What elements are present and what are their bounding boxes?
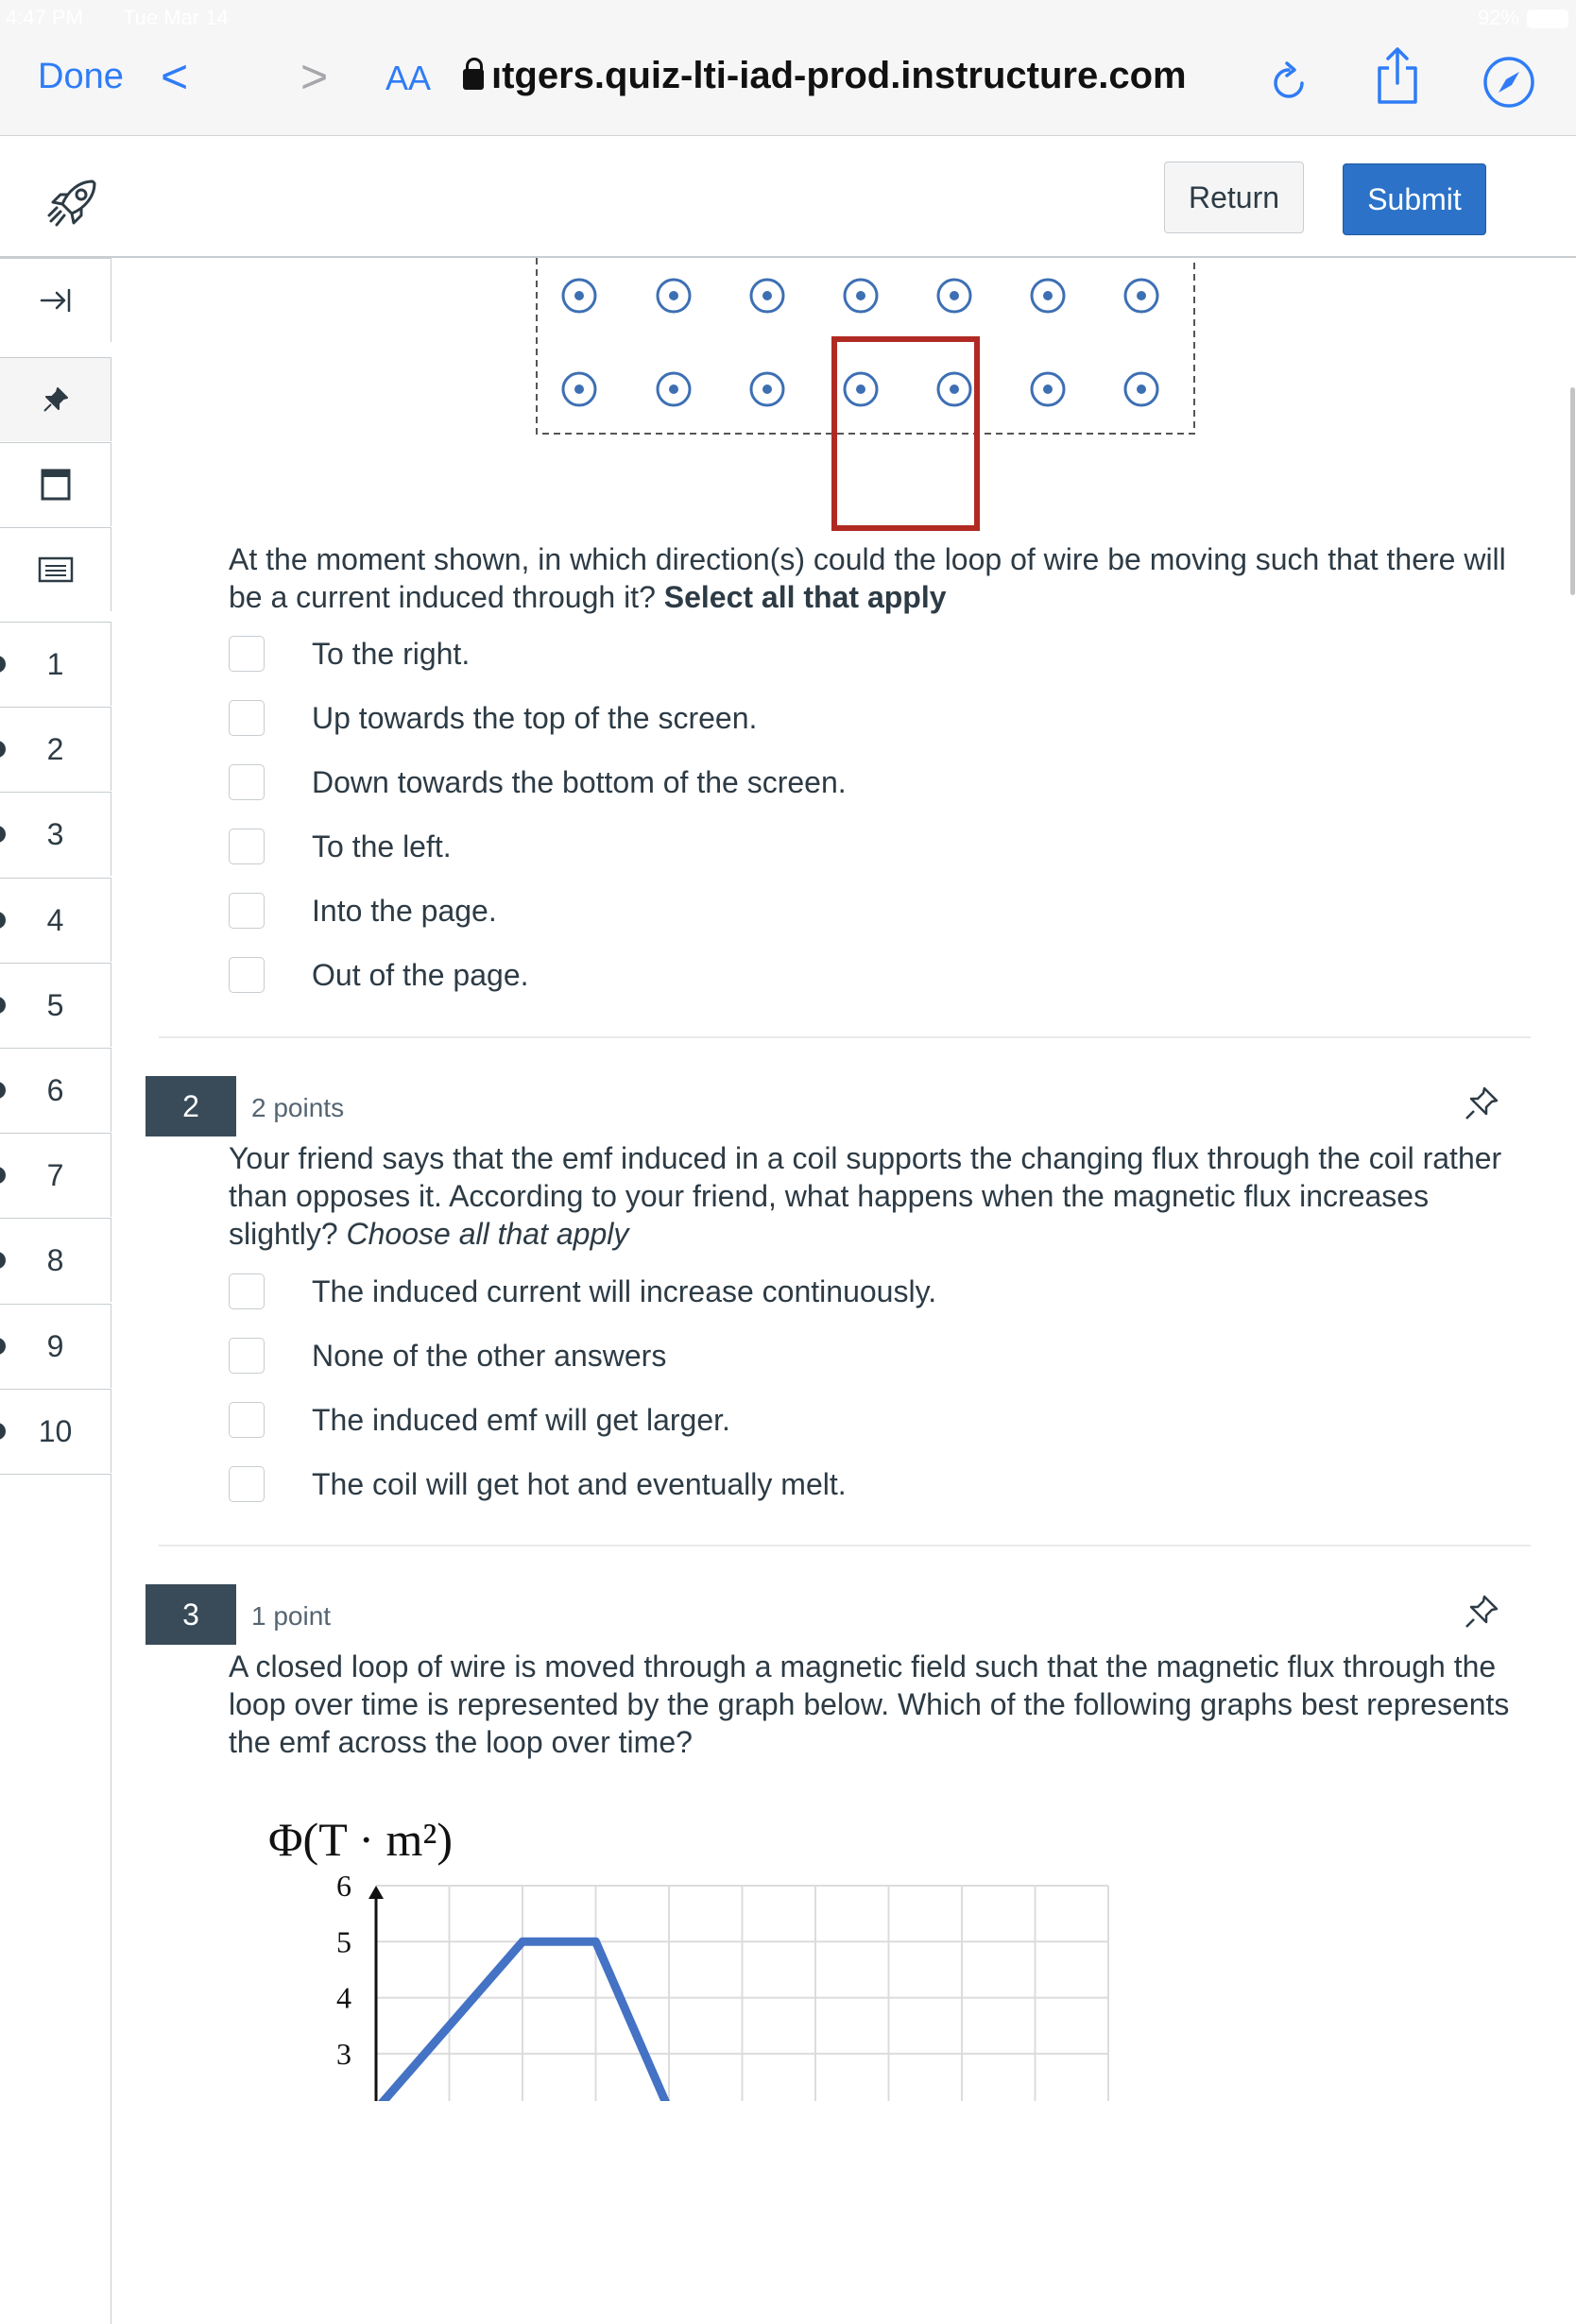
notes-button[interactable] [0, 527, 111, 611]
nav-question-label: 5 [46, 987, 64, 1022]
nav-question-7[interactable] [0, 1133, 111, 1217]
checkbox[interactable] [229, 1338, 265, 1374]
calculator-icon [41, 469, 71, 501]
status-time: 4:47 PM [6, 6, 83, 29]
question3-prompt: A closed loop of wire is moved through a magnetic field such that the magnetic flux through the loop over time is represented by the graph below. Which of the following graphs best represents the emf across the loop over time? [229, 1649, 1510, 1759]
nav-question-3[interactable] [0, 792, 111, 876]
nav-question-10[interactable] [0, 1389, 111, 1473]
answered-indicator-icon [0, 912, 6, 929]
done-button[interactable]: Done [38, 57, 124, 96]
field-out-of-page-icon [658, 373, 690, 405]
question2-option-2[interactable] [229, 1335, 666, 1376]
field-out-of-page-icon [1125, 280, 1157, 312]
field-out-of-page-icon [1032, 373, 1064, 405]
calculator-button[interactable] [0, 442, 111, 526]
field-out-of-page-icon [1032, 280, 1064, 312]
question1-prompt-emphasis: Select all that apply [663, 580, 947, 614]
question1-option-6[interactable] [229, 954, 529, 996]
checkbox[interactable] [229, 957, 265, 993]
scrollbar[interactable] [1570, 387, 1575, 595]
chart-ylabel: Φ(T · m²) [268, 1813, 454, 1866]
question1-option-2[interactable] [229, 697, 757, 739]
pinned-questions-button[interactable] [0, 357, 111, 441]
forward-button[interactable]: > [300, 50, 329, 103]
field-out-of-page-icon [563, 280, 595, 312]
reload-icon[interactable] [1270, 60, 1308, 102]
rocket-icon[interactable] [45, 174, 102, 231]
answered-indicator-icon [0, 1167, 6, 1184]
checkbox[interactable] [229, 893, 265, 929]
url-text: ıtgers.quiz-lti-iad-prod.instructure.com [491, 55, 1187, 96]
answered-indicator-icon [0, 1252, 6, 1269]
nav-question-9[interactable] [0, 1304, 111, 1388]
question3-pin-icon[interactable] [1463, 1593, 1500, 1631]
answered-indicator-icon [0, 741, 6, 758]
question1-option-1[interactable] [229, 633, 470, 675]
chart-ytick-label: 3 [336, 2036, 351, 2071]
nav-question-label: 6 [46, 1072, 64, 1107]
chart-ytick-label: 6 [336, 1869, 351, 1903]
question2-prompt-emphasis: Choose all that apply [346, 1217, 629, 1251]
nav-question-2[interactable] [0, 707, 111, 791]
nav-question-8[interactable] [0, 1218, 111, 1302]
question2-number: 2 [146, 1076, 236, 1136]
share-icon[interactable] [1376, 45, 1419, 106]
checkbox[interactable] [229, 764, 265, 800]
url-field[interactable] [463, 55, 1187, 97]
answered-indicator-icon [0, 997, 6, 1014]
section-divider [159, 1036, 1531, 1038]
question2-option-4[interactable] [229, 1463, 847, 1505]
nav-question-label: 4 [46, 902, 64, 937]
notepad-icon [38, 556, 74, 583]
status-battery: 92% [1477, 6, 1519, 29]
answered-indicator-icon [0, 1338, 6, 1355]
collapse-nav-button[interactable] [0, 258, 111, 342]
question2-prompt [229, 1139, 1514, 1253]
answered-indicator-icon [0, 656, 6, 673]
nav-question-label: 8 [46, 1242, 64, 1277]
chart-axis-arrow-icon [368, 1886, 384, 1899]
field-out-of-page-icon [938, 373, 970, 405]
answered-indicator-icon [0, 1423, 6, 1440]
field-out-of-page-icon [563, 373, 595, 405]
nav-question-label: 10 [38, 1413, 73, 1448]
question1-option-3[interactable] [229, 761, 847, 803]
question2-pin-icon[interactable] [1463, 1085, 1500, 1122]
reader-mode-button[interactable]: AA [385, 59, 432, 97]
checkbox[interactable] [229, 1273, 265, 1309]
option-label: None of the other answers [312, 1338, 667, 1373]
field-out-of-page-icon [751, 280, 783, 312]
nav-question-label: 9 [46, 1328, 64, 1363]
field-out-of-page-icon [938, 280, 970, 312]
nav-question-label: 2 [46, 731, 64, 766]
section-divider [159, 1545, 1531, 1546]
return-button[interactable]: Return [1164, 162, 1304, 233]
status-date: Tue Mar 14 [123, 6, 229, 29]
nav-question-label: 7 [46, 1157, 64, 1192]
flux-graph [255, 1795, 1134, 2101]
sidenav-filler [0, 1474, 111, 2324]
checkbox[interactable] [229, 1402, 265, 1438]
nav-question-1[interactable] [0, 622, 111, 706]
question1-prompt [229, 540, 1514, 616]
nav-question-5[interactable] [0, 963, 111, 1047]
field-out-of-page-icon [845, 373, 877, 405]
battery-icon [1527, 9, 1568, 28]
question2-points: 2 points [251, 1093, 345, 1122]
back-button[interactable]: < [161, 50, 189, 103]
field-out-of-page-icon [845, 280, 877, 312]
option-label: Out of the page. [312, 957, 529, 992]
question2-prompt-text: Your friend says that the emf induced in a coil supports the changing flux through the coil rather than opposes it. According to your friend, what happens when the magnetic flux increases slightly? [229, 1141, 1502, 1251]
option-label: To the right. [312, 636, 471, 671]
option-label: The induced current will increase continuously. [312, 1273, 937, 1308]
answered-indicator-icon [0, 826, 6, 843]
question1-prompt-text: At the moment shown, in which direction(s) could the loop of wire be moving such that there will be a current induced through it? [229, 542, 1506, 614]
option-label: To the left. [312, 829, 452, 863]
question2-option-3[interactable] [229, 1399, 730, 1441]
checkbox[interactable] [229, 636, 265, 672]
answered-indicator-icon [0, 1082, 6, 1099]
pin-icon [43, 386, 69, 413]
question3-points: 1 point [251, 1601, 332, 1631]
checkbox[interactable] [229, 700, 265, 736]
nav-question-6[interactable] [0, 1048, 111, 1132]
field-out-of-page-icon [751, 373, 783, 405]
browser-chrome [0, 0, 1576, 136]
option-label: The coil will get hot and eventually melt. [312, 1466, 847, 1501]
question1-option-4[interactable] [229, 826, 452, 867]
nav-question-label: 3 [46, 816, 64, 851]
lock-icon [463, 69, 484, 90]
question-sidenav [0, 258, 111, 2101]
nav-question-label: 1 [46, 646, 64, 681]
option-label: The induced emf will get larger. [312, 1402, 730, 1437]
field-out-of-page-icon [658, 280, 690, 312]
question2-option-1[interactable] [229, 1271, 936, 1312]
submit-button[interactable]: Submit [1343, 163, 1486, 235]
option-label: Into the page. [312, 893, 497, 928]
field-out-of-page-icon [1125, 373, 1157, 405]
checkbox[interactable] [229, 1466, 265, 1502]
question1-option-5[interactable] [229, 890, 497, 931]
chart-ytick-label: 5 [336, 1924, 351, 1959]
chart-ytick-label: 4 [336, 1980, 351, 2015]
question3-number: 3 [146, 1584, 236, 1645]
option-label: Down towards the bottom of the screen. [312, 764, 847, 799]
quiz-toolbar [0, 136, 1576, 258]
compass-icon[interactable] [1482, 55, 1536, 110]
option-label: Up towards the top of the screen. [312, 700, 758, 735]
checkbox[interactable] [229, 829, 265, 864]
nav-question-4[interactable] [0, 878, 111, 962]
arrow-to-right-icon [40, 286, 72, 315]
magnetic-field-diagram [529, 258, 1200, 532]
